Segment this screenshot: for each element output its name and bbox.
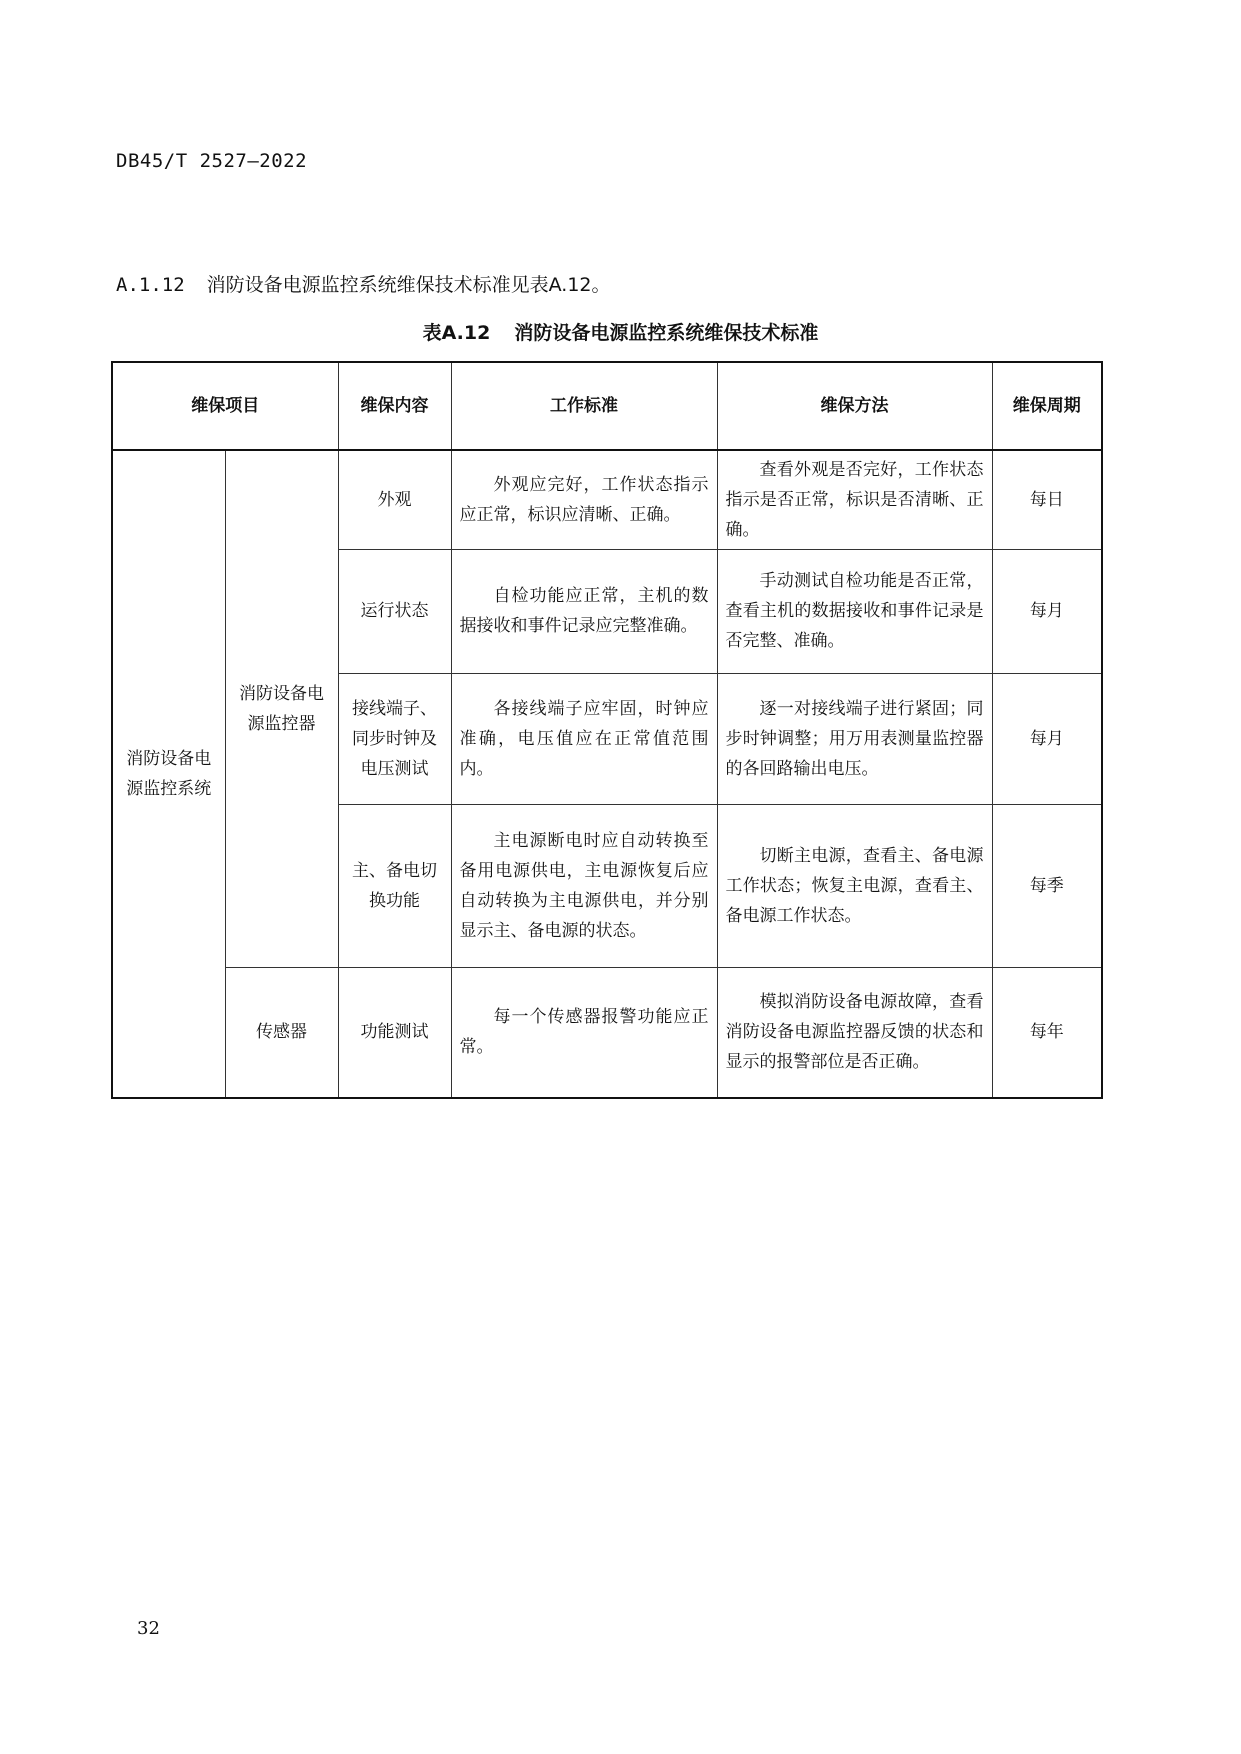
- period-cell: 每月: [992, 673, 1102, 804]
- content-cell: 主、备电切换功能: [338, 804, 451, 967]
- table-row: [112, 967, 1102, 1098]
- table-header-row: [112, 362, 1102, 450]
- header-period: 维保周期: [992, 362, 1102, 450]
- content-cell: 接线端子、同步时钟及电压测试: [338, 673, 451, 804]
- period-cell: 每月: [992, 549, 1102, 673]
- method-cell: 模拟消防设备电源故障，查看消防设备电源监控器反馈的状态和显示的报警部位是否正确。: [717, 967, 992, 1098]
- method-cell: 查看外观是否完好，工作状态指示是否正常，标识是否清晰、正确。: [717, 450, 992, 549]
- group-cell-sensor: 传感器: [225, 967, 338, 1098]
- clause-number: A.1.12: [116, 274, 185, 296]
- clause-text: 消防设备电源监控系统维保技术标准见表A.12。: [206, 274, 611, 296]
- clause-paragraph: [116, 270, 611, 297]
- maintenance-standard-table: [111, 361, 1103, 1099]
- document-code: DB45/T 2527—2022: [116, 150, 308, 172]
- table-caption-number: 表A.12: [422, 322, 491, 344]
- header-item: 维保项目: [112, 362, 338, 450]
- method-cell: 切断主电源，查看主、备电源工作状态；恢复主电源，查看主、备电源工作状态。: [717, 804, 992, 967]
- table-row: [112, 450, 1102, 549]
- method-cell: 逐一对接线端子进行紧固；同步时钟调整；用万用表测量监控器的各回路输出电压。: [717, 673, 992, 804]
- content-cell: 运行状态: [338, 549, 451, 673]
- system-cell: 消防设备电源监控系统: [112, 450, 225, 1098]
- standard-cell: 主电源断电时应自动转换至备用电源供电，主电源恢复后应自动转换为主电源供电，并分别显示主、备电源的状态。: [451, 804, 717, 967]
- header-standard: 工作标准: [451, 362, 717, 450]
- standard-cell: 外观应完好，工作状态指示应正常，标识应清晰、正确。: [451, 450, 717, 549]
- page-number: 32: [137, 1618, 160, 1639]
- standard-cell: 自检功能应正常，主机的数据接收和事件记录应完整准确。: [451, 549, 717, 673]
- standard-cell: 各接线端子应牢固，时钟应准确，电压值应在正常值范围内。: [451, 673, 717, 804]
- period-cell: 每年: [992, 967, 1102, 1098]
- content-cell: 功能测试: [338, 967, 451, 1098]
- method-cell: 手动测试自检功能是否正常，查看主机的数据接收和事件记录是否完整、准确。: [717, 549, 992, 673]
- period-cell: 每日: [992, 450, 1102, 549]
- header-method: 维保方法: [717, 362, 992, 450]
- standard-cell: 每一个传感器报警功能应正常。: [451, 967, 717, 1098]
- content-cell: 外观: [338, 450, 451, 549]
- header-content: 维保内容: [338, 362, 451, 450]
- period-cell: 每季: [992, 804, 1102, 967]
- table-caption: [0, 318, 1241, 345]
- group-cell-monitor: 消防设备电源监控器: [225, 450, 338, 967]
- table-caption-title: 消防设备电源监控系统维保技术标准: [514, 322, 819, 344]
